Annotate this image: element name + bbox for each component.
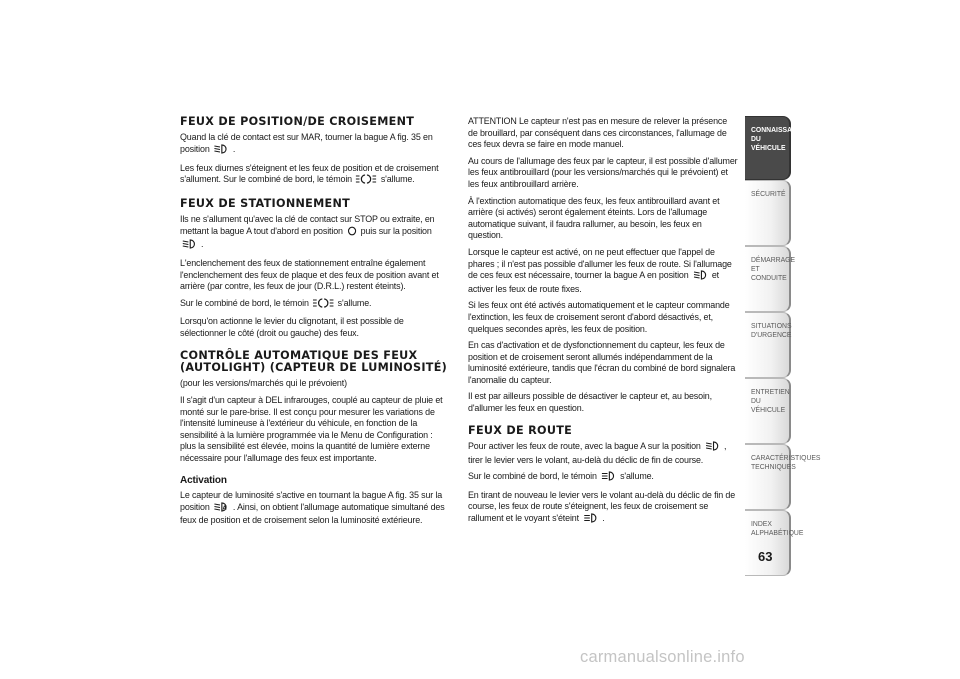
text: . Ainsi, on obtient l'allumage automatique simultané des feux de position et de croisement selon la luminosité extérieure. [180,501,445,527]
position-light-icon [347,226,356,240]
tab-entretien-vehicule[interactable] [745,378,791,444]
tab-label: DÉMARRAGE ET CONDUITE [751,255,796,282]
text: Quand la clé de contact est sur MAR, tourner la bague A fig. 35 en position [180,132,433,155]
paragraph [180,298,451,312]
parking-light-icon [313,298,333,312]
paragraph: Il est par ailleurs possible de désactiver le capteur et, au besoin, d'allumer les feux en question. [468,391,712,415]
low-beam-icon [182,239,197,253]
paragraph: Au cours de l'allumage des feux par le capteur, il est possible d'allumer les feux antibrouillard (pour les versions/marchés qui le prévoient) et les feux antibrouillard arrière. [468,155,738,190]
text: Pour activer les feux de route, avec la bague A sur la position [468,441,701,453]
paragraph: Il s'agit d'un capteur à DEL infrarouges, couplé au capteur de pluie et monté sur le pare-brise. Il est conçu pour mesurer les variations de l'intensité lumineuse à l'extérieur du véhicule, en fonction de la sensibilité à la lumière programmée via le Menu de Configuration : plus la sensibilité est élevée, moins la quantité de lumière externe nécessaire pour l'allumage des feux est importante. [180,394,443,464]
high-beam-icon [601,471,616,485]
svg-text:A: A [222,505,227,512]
text: , tirer le levier vers le volant, au-delà du déclic de fin de course. [468,441,727,466]
tab-caracteristiques-techniques[interactable] [745,444,821,510]
text: Le capteur de luminosité s'active en tournant la bague A fig. 35 sur la position [180,490,443,513]
tab-label: INDEX ALPHABÉTIQUE [751,519,804,537]
paragraph: ATTENTION Le capteur n'est pas en mesure de relever la présence de brouillard, par conséquent dans ces circonstances, l'allumage de ces feux devra se faire en mode manuel. [468,116,728,151]
tab-index-alphabetique[interactable] [745,510,804,576]
heading-feux-position: FEUX DE POSITION/DE CROISEMENT [180,115,415,128]
low-beam-icon [693,270,708,284]
paragraph: En cas d'activation et de dysfonctionnement du capteur, les feux de position et de croisement seront allumés indépendamment de la luminosité extérieure, tandis que l'écran du combiné de bord signalera l'anomalie du capteur. [468,340,736,386]
right-column [468,116,740,532]
paragraph [468,247,739,295]
text: Ils ne s'allument qu'avec la clé de contact sur STOP ou extraite, en mettant la bague A tout d'abord en position [180,214,435,237]
tab-label: SITUATIONS D'URGENCE [751,321,792,339]
text: s'allume. [337,297,372,309]
text: s'allume. [380,174,415,186]
watermark: carmanualsonline.info [580,648,745,666]
paragraph [468,490,739,527]
paragraph [180,163,451,188]
text: En tirant de nouveau le levier vers le volant au-delà du déclic de fin de course, les feux de route s'éteignent, les feux de croisement se rallument et le voyant s'éteint [468,489,736,525]
parking-light-icon [356,174,376,188]
paragraph [468,471,739,485]
tab-label: SÉCURITÉ [751,189,786,198]
chapter-tabs [745,116,821,576]
text: Sur le combiné de bord, le témoin [468,471,597,483]
low-beam-icon [705,441,720,455]
paragraph: Lorsqu'on actionne le levier du clignotant, il est possible de sélectionner le côté (droit ou gauche) des feux. [180,316,404,339]
tab-demarrage-conduite[interactable] [745,246,796,312]
auto-light-icon [214,502,229,516]
tab-securite[interactable] [745,180,791,246]
paragraph [180,490,451,527]
paragraph: (pour les versions/marchés qui le prévoient) [180,378,347,390]
low-beam-icon [214,144,229,158]
tab-label: CARACTÉRISTIQUES TECHNIQUES [751,453,821,471]
text: Sur le combiné de bord, le témoin [180,297,309,309]
paragraph [468,441,739,466]
paragraph: À l'extinction automatique des feux, les feux antibrouillard avant et arrière (si activés) seront également éteints. Lors de l'allumage automatique suivant, il faudra rallumer, au besoin, les feux en question. [468,195,720,242]
paragraph [180,214,451,253]
text: . [200,239,204,251]
text: s'allume. [620,471,654,483]
paragraph [180,132,451,157]
text: Lorsque le capteur est activé, on ne peut effectuer que l'appel de phares ; il n'est pas possible d'allumer les feux de route. Si l'allumage de ces feux est nécessaire, tourner la bague A en position [468,246,732,282]
high-beam-icon [583,513,598,527]
heading-feux-route: FEUX DE ROUTE [468,423,573,437]
page-number: 63 [758,549,773,564]
text: . [232,144,236,155]
tab-situations-urgence[interactable] [745,312,791,378]
text: puis sur la position [360,225,432,237]
paragraph: L'enclenchement des feux de stationnement entraîne également l'enclenchement des feux de plaque et des feux de position avant et arrière (par contre, les feux de jour (D.R.L.) restent éteints). [180,257,439,293]
text: et activer les feux de route fixes. [468,270,720,295]
text: Les feux diurnes s'éteignent et les feux de position et de croisement s'allument. Sur le combiné de bord, le témoin [180,162,439,186]
paragraph: Si les feux ont été activés automatiquement et le capteur commande l'extinction, les feux de croisement seront d'abord désactivés, et, quelques secondes après, les feux de position. [468,300,730,335]
text: . [602,513,605,525]
heading-feux-stationnement: FEUX DE STATIONNEMENT [180,196,351,210]
heading-autolight: CONTRÔLE AUTOMATIQUE DES FEUX (AUTOLIGHT) (CAPTEUR DE LUMINOSITÉ) [180,348,448,374]
heading-activation: Activation [180,474,227,486]
left-column [180,116,452,532]
tab-label: ENTRETIEN DU VÉHICULE [751,387,790,414]
tab-label: CONNAISSANCE DU VÉHICULE [751,125,807,152]
tab-connaissance-vehicule[interactable] [745,116,807,180]
